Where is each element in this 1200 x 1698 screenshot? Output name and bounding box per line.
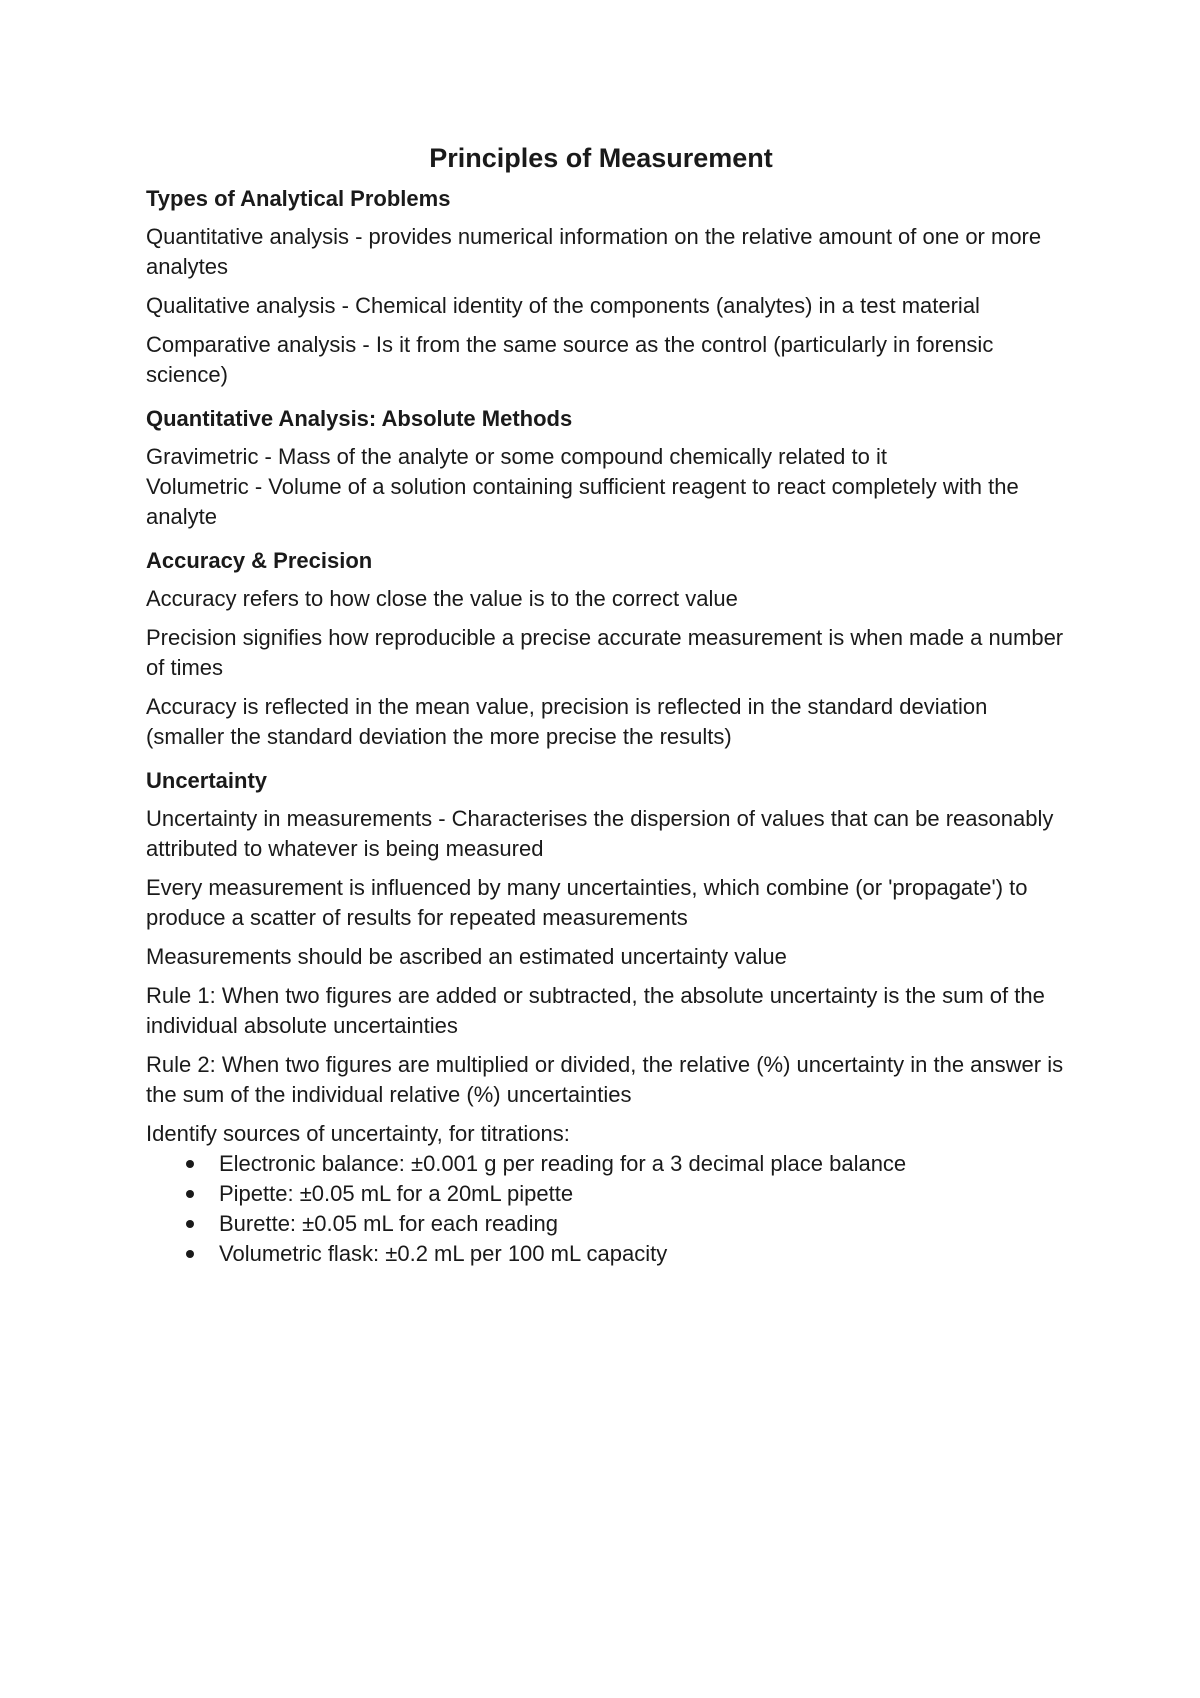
list-item [146, 1209, 1066, 1239]
paragraph: Volumetric - Volume of a solution containing sufficient reagent to react completely with the analyte [146, 474, 1019, 529]
section-heading: Quantitative Analysis: Absolute Methods [146, 406, 573, 431]
paragraph: Every measurement is influenced by many uncertainties, which combine (or 'propagate') to produce a scatter of results for repeated measurements [146, 875, 1028, 930]
list-item [146, 1149, 1066, 1179]
list-item [146, 1179, 1066, 1209]
paragraph: Qualitative analysis - Chemical identity of the components (analytes) in a test material [146, 293, 980, 318]
paragraph: Measurements should be ascribed an estimated uncertainty value [146, 944, 787, 969]
paragraph: Precision signifies how reproducible a precise accurate measurement is when made a number of times [146, 625, 1064, 680]
paragraph: Identify sources of uncertainty, for titrations: [146, 1121, 570, 1146]
bullet-icon [186, 1160, 194, 1168]
paragraph: Accuracy is reflected in the mean value, precision is reflected in the standard deviation (smaller the standard deviation the more precise the results) [146, 694, 988, 749]
page-title: Principles of Measurement [429, 143, 773, 173]
paragraph: Uncertainty in measurements - Characterises the dispersion of values that can be reasonably attributed to whatever is being measured [146, 806, 1054, 861]
section-types-of-analytical-problems [146, 184, 1066, 390]
document-body [146, 140, 1066, 1269]
list-item [146, 1239, 1066, 1269]
list-item-text: Volumetric flask: ±0.2 mL per 100 mL capacity [219, 1241, 668, 1266]
list-item-text: Burette: ±0.05 mL for each reading [219, 1211, 559, 1236]
section-quantitative-absolute-methods [146, 404, 1066, 532]
list-item-text: Pipette: ±0.05 mL for a 20mL pipette [219, 1181, 574, 1206]
bullet-icon [186, 1220, 194, 1228]
uncertainty-sources-list [146, 1149, 1066, 1269]
section-accuracy-precision [146, 546, 1066, 752]
section-heading: Uncertainty [146, 768, 268, 793]
paragraph: Quantitative analysis - provides numerical information on the relative amount of one or more analytes [146, 224, 1042, 279]
section-heading: Accuracy & Precision [146, 548, 373, 573]
paragraph: Accuracy refers to how close the value is to the correct value [146, 586, 738, 611]
section-uncertainty [146, 766, 1066, 1269]
bullet-icon [186, 1250, 194, 1258]
paragraph: Comparative analysis - Is it from the same source as the control (particularly in forensic science) [146, 332, 994, 387]
paragraph: Gravimetric - Mass of the analyte or some compound chemically related to it [146, 444, 887, 469]
paragraph: Rule 2: When two figures are multiplied or divided, the relative (%) uncertainty in the answer is the sum of the individual relative (%) uncertainties [146, 1052, 1064, 1107]
bullet-icon [186, 1190, 194, 1198]
list-item-text: Electronic balance: ±0.001 g per reading for a 3 decimal place balance [219, 1151, 907, 1176]
paragraph: Rule 1: When two figures are added or subtracted, the absolute uncertainty is the sum of the individual absolute uncertainties [146, 983, 1045, 1038]
section-heading: Types of Analytical Problems [146, 186, 451, 211]
